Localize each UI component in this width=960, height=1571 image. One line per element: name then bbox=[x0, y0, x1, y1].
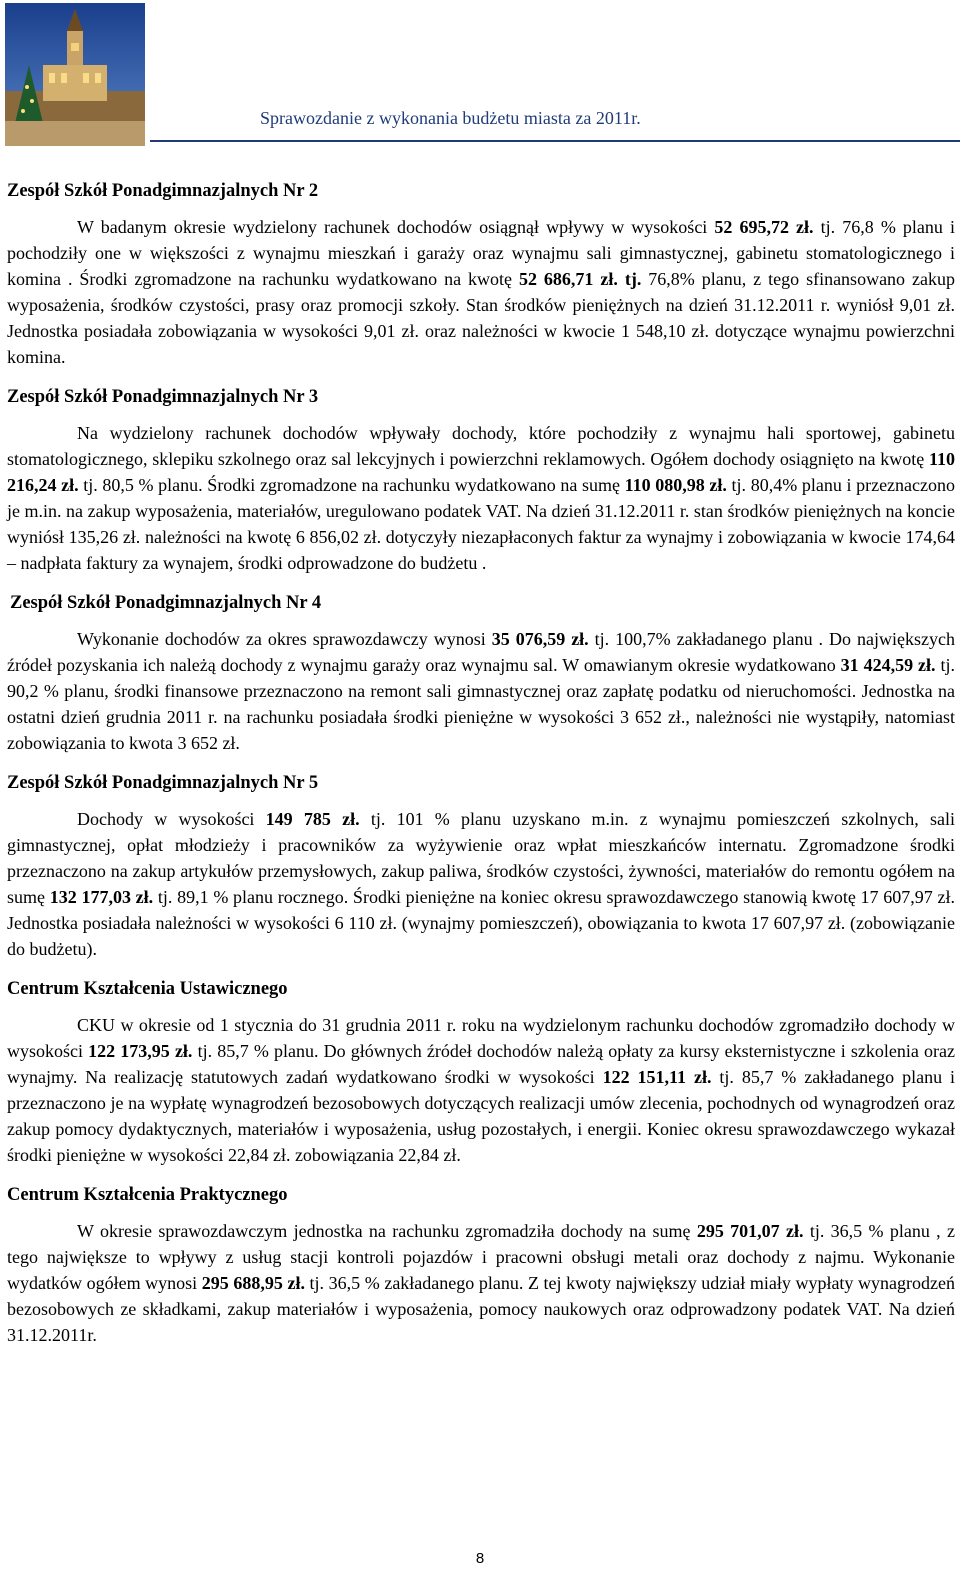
section-paragraph: Dochody w wysokości 149 785 zł. tj. 101 % planu uzyskano m.in. z wynajmu pomieszczeń szkolnych, sali gimnastycznej, opłat młodzieży i pracowników za wyżywienie oraz wpłat mieszkańców internatu. Zgromadzone środki przeznaczono na zakup artykułów przemysłowych, zakup paliwa, środków czystości, żywności, materiałów do remontu ogółem na sumę 132 177,03 zł. tj. 89,1 % planu rocznego. Środki pieniężne na koniec okresu sprawozdawczego stanowią kwotę 17 607,97 zł. Jednostka posiadała należności w wysokości 6 110 zł. (wynajmy pomieszczeń), obowiązania to kwota 17 607,97 zł. (zobowiązanie do budżetu). bbox=[7, 809, 955, 959]
page-number: 8 bbox=[475, 1550, 485, 1567]
header-divider bbox=[150, 140, 960, 142]
report-title: Sprawozdanie z wykonania budżetu miasta za 2011r. bbox=[260, 108, 641, 128]
section-heading: Centrum Kształcenia Ustawicznego bbox=[7, 979, 288, 999]
section-heading: Centrum Kształcenia Praktycznego bbox=[7, 1185, 288, 1205]
section-paragraph: Na wydzielony rachunek dochodów wpływały dochody, które pochodziły z wynajmu hali sportowej, gabinetu stomatologicznego, sklepiku szkolnego oraz sal lekcyjnych i powierzchni reklamowych. Ogółem dochody osiągnięto na kwotę 110 216,24 zł. tj. 80,5 % planu. Środki zgromadzone na rachunku wydatkowano na sumę 110 080,98 zł. tj. 80,4% planu i przeznaczono je m.in. na zakup wyposażenia, materiałów, uregulowano podatek VAT. Na dzień 31.12.2011 r. stan środków pieniężnych na koncie wyniósł 135,26 zł. należności na kwotę 6 856,02 zł. dotyczyły niezapłaconych faktur za wynajmy i zobowiązania w kwocie 174,64 – nadpłata faktury za wynajem, środki odprowadzone do budżetu . bbox=[7, 423, 956, 573]
section-paragraph: CKU w okresie od 1 stycznia do 31 grudnia 2011 r. roku na wydzielonym rachunku dochodów zgromadziło dochody w wysokości 122 173,95 zł. tj. 85,7 % planu. Do głównych źródeł dochodów należą opłaty za kursy eksternistyczne i szkolenia oraz wynajmy. Na realizację statutowych zadań wydatkowano środki w wysokości 122 151,11 zł. tj. 85,7 % zakładanego planu i przeznaczono je na wypłatę wynagrodzeń bezosobowych dotyczących realizacji umów zlecenia, pochodnych od wynagrodzeń oraz zakup pomocy dydaktycznych, materiałów i wyposażenia, usług pozostałych, i energii. Koniec okresu sprawozdawczego wykazał środki pieniężne w wysokości 22,84 zł. zobowiązania 22,84 zł. bbox=[7, 1015, 956, 1165]
section-paragraph: Wykonanie dochodów za okres sprawozdawczy wynosi 35 076,59 zł. tj. 100,7% zakładanego planu . Do największych źródeł pozyskania ich należą dochody z wynajmu garaży oraz wynajmu sal. W omawianym okresie wydatkowano 31 424,59 zł. tj. 90,2 % planu, środki finansowe przeznaczono na remont sali gimnastycznej oraz zapłatę podatku od nieruchomości. Jednostka na ostatni dzień grudnia 2011 r. na rachunku posiadała środki pieniężne w wysokości 3 652 zł., należności nie wystąpiły, natomiast zobowiązania to kwota 3 652 zł. bbox=[7, 629, 955, 753]
section-heading: Zespół Szkół Ponadgimnazjalnych Nr 2 bbox=[7, 181, 319, 201]
section-heading: Zespół Szkół Ponadgimnazjalnych Nr 5 bbox=[7, 773, 319, 793]
section-paragraph: W badanym okresie wydzielony rachunek dochodów osiągnął wpływy w wysokości 52 695,72 zł. tj. 76,8 % planu i pochodziły one w większości z wynajmu mieszkań i garaży oraz wynajmu sali gimnastycznej, gabinetu stomatologicznego i komina . Środki zgromadzone na rachunku wydatkowano na kwotę 52 686,71 zł. tj. 76,8% planu, z tego sfinansowano zakup wyposażenia, środków czystości, prasy oraz promocji szkoły. Stan środków pieniężnych na dzień 31.12.2011 r. wyniósł 9,01 zł. Jednostka posiadała zobowiązania w wysokości 9,01 zł. oraz należności w kwocie 1 548,10 zł. dotyczące wynajmu powierzchni komina. bbox=[7, 217, 955, 367]
section-paragraph: W okresie sprawozdawczym jednostka na rachunku zgromadziła dochody na sumę 295 701,07 zł. tj. 36,5 % planu , z tego największe to wpływy z usług stacji kontroli pojazdów i pracowni obsługi metali oraz dochody z najmu. Wykonanie wydatków ogółem wynosi 295 688,95 zł. tj. 36,5 % zakładanego planu. Z tej kwoty największy udział miały wypłaty wynagrodzeń bezosobowych ze składkami, zakup materiałów i wyposażenia, pomocy naukowych oraz odprowadzony podatek VAT. Na dzień 31.12.2011r. bbox=[7, 1221, 955, 1345]
town-hall-photo bbox=[5, 3, 145, 146]
report-body bbox=[7, 178, 955, 1348]
section-heading: Zespół Szkół Ponadgimnazjalnych Nr 3 bbox=[7, 387, 319, 407]
page-header bbox=[0, 0, 960, 150]
section-heading: Zespół Szkół Ponadgimnazjalnych Nr 4 bbox=[10, 593, 322, 613]
